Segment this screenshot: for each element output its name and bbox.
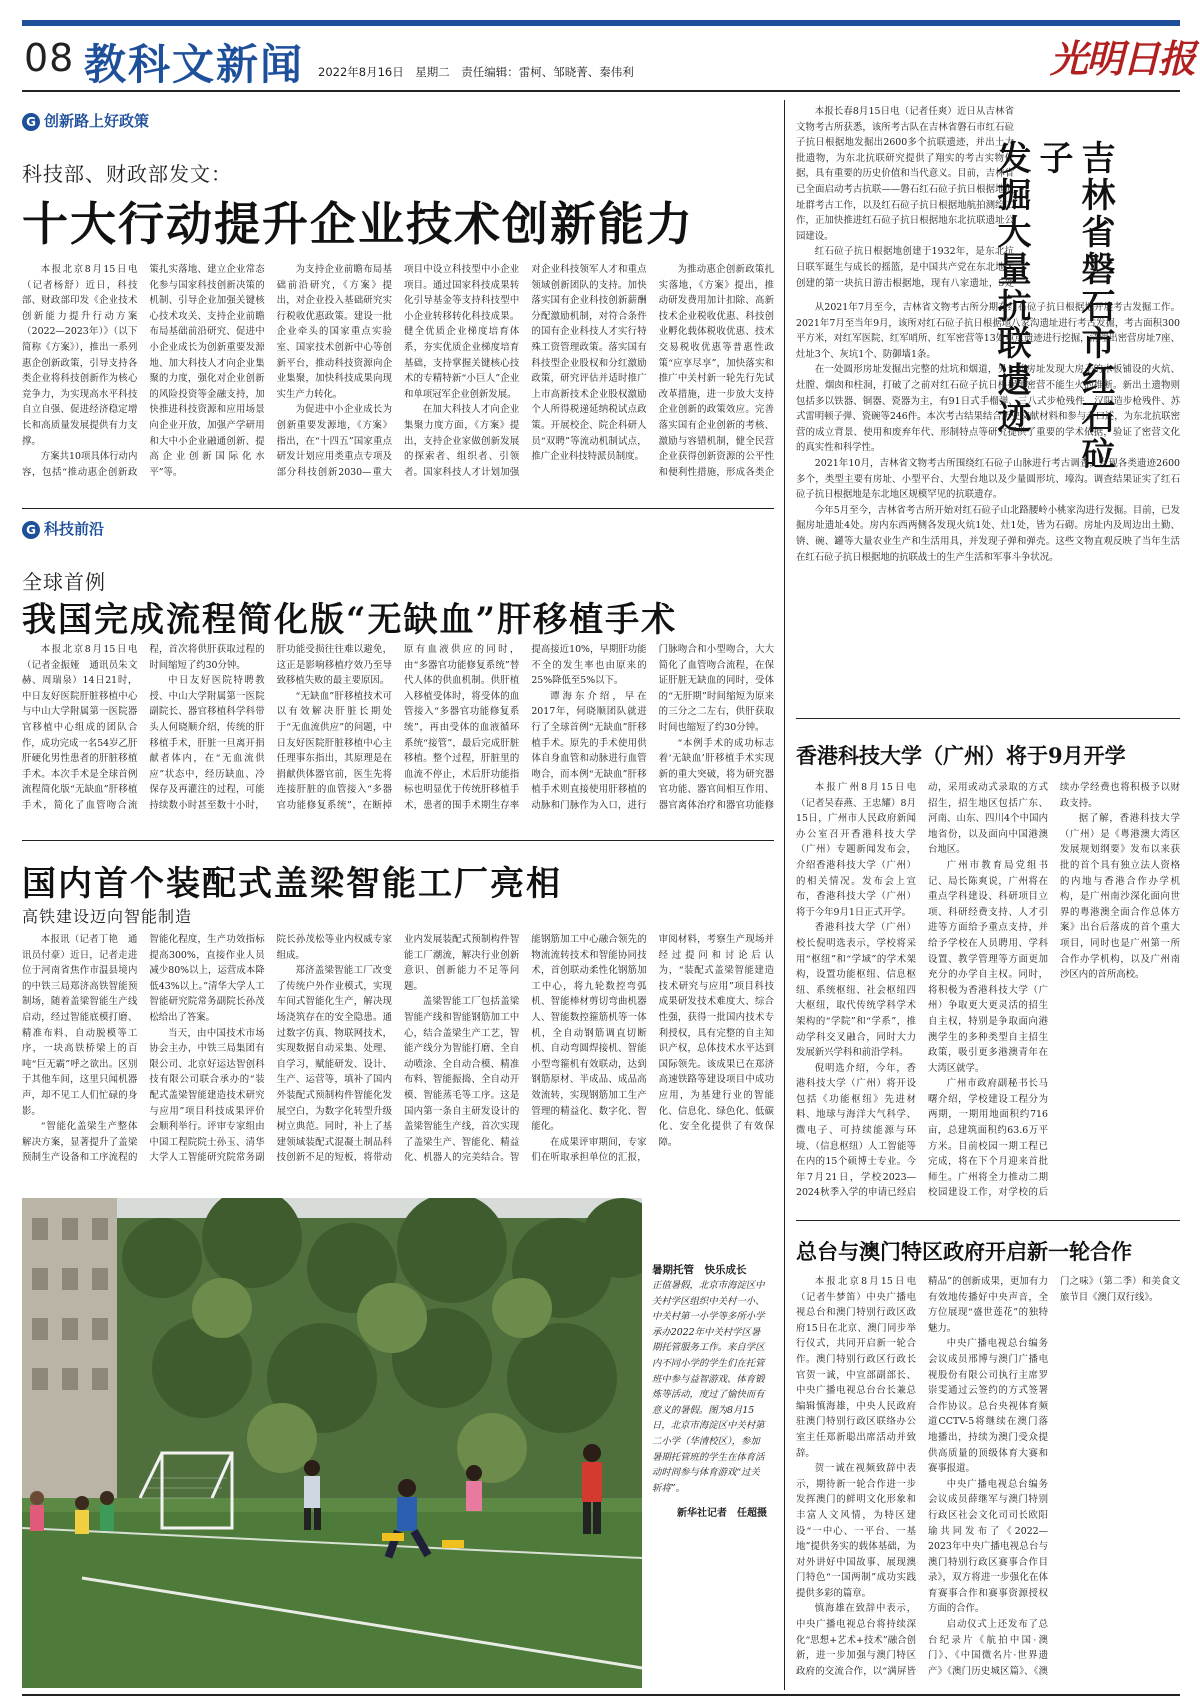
photo-caption-title: 暑期托管 快乐成长 (652, 1264, 747, 1276)
photo-illustration (22, 1198, 642, 1688)
story5-paragraph: 据了解，香港科技大学（广州）是《粤港澳大湾区发展规划纲要》发布以来获批的首个具有独立法人资格的内地与香港合作办学机构，是广州南沙深化面向世界的粤港澳全面合作总体方案》出台后落成的首个重大项目，同时也是广州第一所合作办学机构，以及广州南沙区内的首所高校。 (1060, 813, 1180, 981)
story4-body-bottom (796, 300, 1180, 704)
story1-headline: 十大行动提升企业技术创新能力 (22, 197, 694, 251)
story2-body (22, 642, 774, 824)
story5-paragraph: 倪明选介绍，今年，香港科技大学（广州）将开设包括《功能枢纽》先进材料、地球与海洋大气科学、微电子、可持续能源与环境、（信息枢纽）人工智能等在内的15个硕博士专业。今年7月21日，学校2023—2024秋季入学的申请已经启动，采用或动式录取的方式招生，招生地区包括广东、河南、山东、四川4个中国内地省份，以及面向中国港澳台地区。 (796, 782, 1048, 1199)
photo-summer-sports (22, 1198, 642, 1688)
story5-paragraph: 广州市政府副秘书长马曙介绍，学校建设工程分为两期，一期用地面积约716亩，总建筑面积约63.6万平方米。目前校园一期工程已完成，将在下个月迎来首批师生。广州将全力推动二期校园建设工作，对学校的后续办学经费也将积极予以财政支持。 (928, 782, 1180, 1199)
photo-caption-block (652, 1262, 767, 1519)
story3-paragraph: “智能化盖梁生产整体解决方案，显著提升了盖梁预制生产设备和工序流程的智能化程度，生产功效指标提高300%，直接作业人员减少80%以上，运营成本降低43%以上。”清华大学人工智能研究院常务副院长孙茂松给出了答案。 (22, 934, 265, 1164)
divider-3 (796, 718, 1180, 719)
story5-paragraph: 本报广州8月15日电（记者吴春燕、王忠耀）8月15日，广州市人民政府新闻办公室召开香港科技大学（广州）专题新闻发布会，介绍香港科技大学（广州）的相关情况。发布会上宣布，香港科技大学（广州）将于今年9月1日正式开学。 (796, 782, 916, 918)
story3-paragraph: 在成果评审期间，专家们在听取承担单位的汇报，审阅材料，考察生产现场并经过提问和讨论后认为，“装配式盖梁智能建造技术研究与应用”项目科技成果研发技术难度大、综合性强，获得一批国内技术专利授权，具有完整的自主知识产权，总体技术水平达到国际领先。该成果已在郑济高速铁路等建设项目中成功应用，为基建行业的智能化、信息化、绿色化、低碳化、安全化提供了有效保障。 (531, 934, 774, 1164)
story3-subheadline: 高铁建设迈向智能制造 (22, 907, 193, 926)
story3-paragraph: 郑济盖梁智能工厂改变了传统户外作业模式，实现车间式智能化生产，解决现场浇筑存在的安全隐患。通过数字仿真、物联网技术，实现数据自动采集、处理、自学习，赋能研发、设计、生产、运营等，填补了国内外装配式预制构件智能化发展空白，为数字化转型升级树立典范。同时，补上了基建领域装配式混凝土制品科技创新不足的短板，将带动业内发展装配式预制构件智能工厂潮流，解决行业创新意识、创新能力不足等问题。 (276, 934, 520, 1164)
photo-caption-body: 正值暑假，北京市海淀区中关村学区组织中关村一小、中关村第一小学等多所小学承办2022年中关村学区暑期托管服务工作。来自学区内不同小学的学生们在托管班中参与益智游戏、体育锻炼等活动，度过了愉快而有意义的暑假。图为8月15日，北京市海淀区中关村第二小学（华清校区），参加暑期托管班的学生在体育活动时间参与体育游戏“过关斩将”。 (652, 1280, 765, 1494)
story1-paragraph: 方案共10项具体行动内容，包括“推动惠企创新政策扎实落地、建立企业常态化参与国家科技创新决策的机制、引导企业加强关键核心技术攻关、支持企业前瞻布局基础前沿研究、促进中小企业成长为创新重要发源地、加大科技人才向企业集聚的力度，强化对企业创新的风险投资等金融支持，加快推进科技资源和应用场景向企业开放，加强产学研用和大中小企业融通创新、提高企业创新国际化水平”等。 (22, 264, 265, 478)
story6-headline: 总台与澳门特区政府开启新一轮合作 (796, 1239, 1132, 1264)
story4-paragraph: 今年5月至今，吉林省考古所开始对红石砬子山北路腰岭小桃家沟进行发掘。目前，已发掘房址遗址4处。房内东西两侧各发现火炕1处、灶1处，皆为石砌。房址内及周边出土勤、锛、碗、罐等大量农业生产和生活用具，并发现子弹和弹壳。这些文物直观反映了当年生活在红石砬子抗日根据地的抗联战士的生产生活和军事斗争状况。 (796, 504, 1180, 563)
story2-paragraph: 本报北京8月15日电（记者金振娅 通讯员朱文赫、周瑞泉）14日21时，中日友好医院肝脏移植中心与中山大学附属第一医院器官移植中心组成的团队合作，成功完成一名54岁乙肝肝硬化男性患者的肝脏移植手术。本次手术是全球首例流程简化版“无缺血”肝移植手术，简化了血管吻合流程，首次将供肝获取过程的时间缩短了约30分钟。 (22, 644, 265, 811)
divider-1 (22, 508, 774, 509)
story4-body-top (796, 104, 1014, 300)
issue-meta-line: 2022年8月16日 星期二 责任编辑：雷柯、邹晓菁、秦伟利 (318, 65, 634, 79)
story6-paragraph: 本报北京8月15日电（记者牛梦笛）中央广播电视总台和澳门特别行政区政府15日在北京、澳门同步举行仪式，共同开启新一轮合作。澳门特别行政区行政长官贺一诚，中宣部副部长、中央广播电视总台台长兼总编辑慎海雄，中央人民政府驻澳门特别行政区联络办公室主任郑新聪出席活动并致辞。 (796, 1276, 916, 1459)
page-number: 08 (24, 36, 75, 80)
story1-section-tag: G 创新路上好政策 (22, 110, 149, 131)
story3-paragraph: 当天，由中国技术市场协会主办，中铁三局集团有限公司、北京好运达智创科技有限公司联合承办的“装配式盖梁智能建造技术研究与应用”项目科技成果评价会顺利举行。评审专家组由中国工程院院士孙玉、清华大学人工智能研究院常务副院长孙茂松等业内权威专家组成。 (149, 934, 392, 1164)
story3-paragraph: 本报讯（记者丁艳 通讯员付豪）近日，记者走进位于河南省焦作市温县境内的中铁三局郑济高铁智能预制场，随着盖梁智能生产线启动，经过智能底模打磨、精准布料、自动脱模等工序，一块高铁桥梁上的百吨“巨无霸”呼之欲出。区别于其他车间，这里只闻机器声，却不见工人们忙碌的身影。 (22, 934, 138, 1117)
story1-paragraph: 为推动惠企创新政策扎实落地，《方案》提出，推动研发费用加计扣除、高新技术企业税收优惠、科技创业孵化载体税收优惠、技术交易税收优惠等普惠性政策“应享尽享”，加快落实和推广中关村新一轮先行先试改革措施，进一步放大支持企业创新的政策效应。完善落实国有企业创新的考核、激励与容错机制，健全民营企业获得创新资源的公平性和便利性措施，形成各类企 (658, 264, 774, 478)
story4-paragraph: 红石砬子抗日根据地创建于1932年，是东北抗日联军诞生与成长的摇篮，是中国共产党在东北地区创建的第一块抗日游击根据地，现有八家遗址，5处 (796, 246, 1014, 289)
story1-kicker: 科技部、财政部发文： (22, 162, 232, 186)
g-logo-icon: G (22, 521, 40, 539)
story4-paragraph: 2021年10月，吉林省文物考古所围绕红石砬子山脉进行考古调查，发现各类遗迹2600多个，类型主要有房址、小型平台、大型台地以及少量圆形坑、壕沟。调查结果证实了红石砬子抗日根据地是东北地区规模罕见的抗联遗存。 (796, 457, 1180, 501)
story3-paragraph: 盖梁智能工厂包括盖梁智能产线和智能钢筋加工中心，结合盖梁生产工艺，智能产线分为智能打磨、全自动喷涂、全自动合模、精准布料、智能振捣、全自动开模、智能蒸毛等工序。这是国内第一条自主研发设计的盖梁智能生产线，首次实现了盖梁生产、智能化、精益化、机器人的完美结合。智能钢筋加工中心融合领先的物流流转技术和智能协同技术，首创联动柔性化钢筋加工中心，将九轮数控弯弧机、智能棒材剪切弯曲机器人、智能数控箍筋机等一体机，全自动钢筋调直切断机、自动弯圆焊接机、智能小型弯箍机有效联动，达到钢筋原材、半成品、成品高效流转，实现钢筋加工生产管理的精益化、数字化、智能化。 (403, 934, 647, 1164)
story4-paragraph: 本报长春8月15日电（记者任爽）近日从吉林省文物考古所获悉，该所考古队在吉林省磐石市红石砬子抗日根据地发掘出2600多个抗联遗迹，并出土大批遗物，为东北抗联研究提供了翔实的考古实物依据，具有重要的历史价值和当代意义。目前，吉林省已全面启动考古抗联——磐石红石砬子抗日根据地遗址群考古工作，以及红石砬子抗日根据地航拍测绘工作，正加快推进红石砬子抗日根据地东北抗联遗址公园建设。 (796, 106, 1014, 242)
story2-headline: 我国完成流程简化版“无缺血”肝移植手术 (22, 600, 678, 640)
story5-headline: 香港科技大学（广州）将于9月开学 (796, 743, 1126, 768)
story3-body (22, 932, 774, 1180)
story6-paragraph: 中央广播电视总台编务会议成员邢博与澳门广播电视股份有限公司执行主席罗崇雯通过云签约的方式签署合作协议。总台央视体育频道CCTV-5将继续在澳门落地播出，持续为澳门受众提供高质量的顶级体育大赛和赛事报道。 (928, 1338, 1048, 1475)
story2-paragraph: “无缺血”肝移植技术可以有效解决肝脏长期处于“无血流供应”的问题，中日友好医院肝脏移植中心主任理事东指出，其原理是在捐献供体器官前，医生先将连接肝脏的血管接入“多器官功能修复系统”，在断掉原有血液供应的同时，由“多器官功能修复系统”替代人体的供血机制。供肝植入移植受体时，将受体的血管接入“多器官功能修复系统”，再由受体的血液循环系统“接管”，最后完成肝脏移植。整个过程，肝脏里的血流不停止，术后肝功能指标也明显优于传统肝移植手术，患者的围手术期生存率提高接近10%，早期肝功能不全的发生率也由原来的25%降低至5%以下。 (276, 644, 647, 811)
header-divider (22, 90, 1180, 92)
story6-paragraph: 启动仪式上还发布了总台纪录片《航拍中国·澳门》、《中国微名片·世界遗产》《澳门历史城区篇》、《澳门之味》（第二季）和美食文旅节目《澳门双行线》。 (928, 1276, 1180, 1677)
story6-paragraph: 贺一诚在视频致辞中表示，期待新一轮合作进一步发挥澳门的鲜明文化形象和丰富人文风情，为特区建设“一中心、一平台、一基地”提供务实的载体基础，为对外讲好中国故事、展现澳门特色“一国两制”成功实践提供多彩的篇章。 (796, 1463, 916, 1599)
section-title: 教科文新闻 (84, 40, 305, 89)
story1-paragraph: 在加大科技人才向企业集聚力度方面，《方案》提出，支持企业家做创新发展的探索者、组织者、引领者。国家科技人才计划加强对企业科技领军人才和重点领域创新团队的支持。加快落实国有企业科技创新薪酬分配激励机制，对符合条件的国有企业科技人才实行特殊工资管理政策。落实国有科技型企业股权和分红激励政策，研究评估并适时推广上市高新技术企业股权激励个人所得税递延纳税试点政策。开展校企、院企科研人员“双聘”等流动机制试点，推广企业科技特派员制度。 (403, 264, 647, 478)
story2-paragraph: 中日友好医院特聘教授、中山大学附属第一医院副院长、器官移植科学科带头人何晓顺介绍，传统的肝移植手术，肝脏一旦离开捐献者体内，在“无血流供应”状态中，经历缺血、冷保存及再灌注的过程，可能持续数小时甚至数十小时，肝功能受损往往难以避免，这正是影响移植疗效乃至导致移植失败的最主要原因。 (149, 644, 392, 811)
story2-paragraph: 谭海东介绍，早在2017年，何晓顺团队就进行了全球首例“无缺血”肝移植手术。原先的手术使用供体自身血管和动脉进行血管吻合，而本例“无缺血”肝移植手术则直接使用肝移植的动脉和门脉作为入口，进行门脉吻合和小型吻合，大大简化了血管吻合流程，在保证肝脏无缺血的同时，受体的“无肝期”时间缩短为原来的三分之二左右，供肝获取时间也缩短了约30分钟。 (531, 644, 774, 811)
story4-paragraph: 从2021年7月至今，吉林省文物考古所分期在红石砬子抗日根据地开展考古发掘工作。2021年7月至当年9月，该所对红石砬子抗日根据地八家沟遗址进行考古发掘，考古面积300平方米，对红军医院、红军哨所、红军密营等13处重点遗迹进行挖掘，清理出密营房址7座、灶址3个、灰坑1个、防御墙1条。 (796, 302, 1180, 360)
divider-2 (22, 840, 774, 841)
story2-section-tag: G 科技前沿 (22, 518, 104, 539)
top-color-bar (22, 20, 1180, 26)
story4-paragraph: 在一处圆形房址发掘出完整的灶坑和烟道，另一处房址发现大房子的木板铺设的火炕、灶膛、烟囱和柱洞，打破了之前对红石砬子抗日根据地密营不能生火的推断。新出土遗物则包括多以铁器、铜器、瓷器为主，有91日式手榴弹、三八式步枪残件、汉阳造步枪残件、苏式雷明顿子弹、瓷碗等246件。本次考古结果结合历史文献材料和参与者口述，为东北抗联密营的成立背景、使用和废弃年代、形制特点等研究提供了重要的学术依据，验证了密营文化的真实性和科学性。 (796, 364, 1180, 454)
story6-body (796, 1274, 1180, 1688)
story4-title-col1: 吉林省磐石市红石砬子 (1033, 140, 1115, 473)
story6-paragraph: 中央广播电视总台编务会议成员薛继军与澳门特别行政区社会文化司司长欧阳瑜共同发布了《2022—2023年中央广播电视总台与澳门特别行政区赛事合作目录》，双方将进一步强化在体育赛事合作和赛事资源授权方面的合作。 (928, 1478, 1048, 1615)
story5-paragraph: 香港科技大学（广州）校长倪明选表示，学校将采用“枢纽”和“学域”的学术架构，设置功能枢纽、信息枢纽、系统枢纽、社会枢纽四大枢纽，取代传统学科学术架构的“学院”和“学系”，推动学科交叉融合，同时大力发展新兴学科和前沿学科。 (796, 922, 916, 1059)
story1-paragraph: 为支持企业前瞻布局基础前沿研究，《方案》提出，对企业投入基础研究实行税收优惠政策。建设一批企业牵头的国家重点实验室、国家技术创新中心等创新平台，推动科技资源向企业集聚，加快科技成果向现实生产力转化。 (276, 264, 392, 400)
story5-paragraph: 广州市教育局党组书记、局长陈爽说，广州将在重点学科建设、科研项目立项、科研经费支持、人才引进等方面给予重点支持，并给予学校在人员聘用、学科设置、教学管理等方面更加充分的办学自主权。同时，将积极为香港科技大学（广州）争取更大更灵活的招生自主权，特别是争取面向港澳学生的多种类型自主招生政策，吸引更多港澳青年在大湾区就学。 (928, 859, 1048, 1074)
story1-paragraph: 本报北京8月15日电（记者杨舒）近日，科技部、财政部印发《企业技术创新能力提升行动方案（2022—2023年）》（以下简称《方案》），推出一系列惠企创新政策，引导支持各类企业将科技创新作为核心竞争力，为实现高水平科技自立自强、促进经济稳定增长和高质量发展提供有力支撑。 (22, 264, 138, 447)
story5-body (796, 780, 1180, 1206)
story6-paragraph: 慎海雄在致辞中表示，中央广播电视总台将持续深化“思想+艺术+技术”融合创新，进一步加强与澳门特区政府的交流合作，以“满屏皆精品”的创新成果，更加有力有效地传播好中央声音，全方位展现“盛世莲花”的独特魅力。 (796, 1276, 1048, 1677)
story2-kicker: 全球首例 (22, 570, 106, 594)
story1-paragraph: 为促进中小企业成长为创新重要发源地，《方案》指出，在“十四五”国家重点研发计划应用类重点专项及部分科技创新2030—重大项目中设立科技型中小企业项目。通过国家科技成果转化引导基金等支持科技型中小企业转移转化科技成果。健全优质企业梯度培育体系，夯实优质企业梯度培育基础，支持掌握关键核心技术的专精特新“小巨人”企业和单项冠军企业创新发展。 (276, 264, 520, 478)
story1-body (22, 262, 774, 488)
story2-paragraph: “本例手术的成功标志着‘无缺血’肝移植手术实现新的重大突破，将为研究器官功能、器官间相互作用、器官离体治疗和器官功能修 (658, 737, 774, 811)
divider-4 (796, 1220, 1180, 1221)
story4-title-col2: 发掘大量抗联遗迹 (991, 140, 1031, 436)
column-divider (784, 100, 785, 1690)
g-logo-icon: G (22, 113, 40, 131)
footer-divider (22, 1694, 1180, 1696)
newspaper-masthead: 光明日报 (1050, 36, 1195, 81)
photo-credit: 新华社记者 任超摄 (677, 1508, 767, 1520)
story3-headline: 国内首个装配式盖梁智能工厂亮相 (22, 864, 562, 904)
